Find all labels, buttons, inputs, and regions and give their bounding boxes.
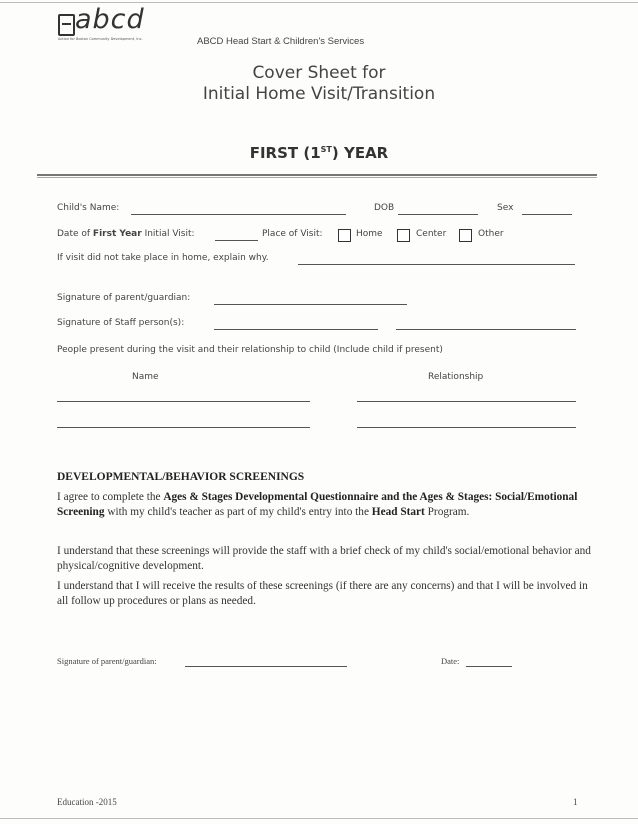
logo-icon bbox=[58, 14, 75, 36]
divider bbox=[37, 174, 597, 176]
logo-text: abcd bbox=[75, 4, 145, 35]
year-prefix: FIRST (1 bbox=[249, 144, 321, 162]
org-name: ABCD Head Start & Children's Services bbox=[197, 36, 365, 47]
screenings-paragraph-3: I understand that I will receive the results of these screenings (if there are any concerns) and that I will be involved in all follow up procedures or plans as needed. bbox=[57, 580, 588, 607]
center-label: Center bbox=[416, 229, 447, 239]
screening-date-field[interactable] bbox=[466, 666, 512, 667]
child-name-field[interactable] bbox=[131, 214, 346, 215]
date-visit-label bbox=[57, 229, 195, 239]
date-visit-bold: First Year bbox=[92, 229, 142, 239]
other-label: Other bbox=[478, 229, 504, 239]
p1-e: Program. bbox=[424, 505, 470, 518]
name-column-header: Name bbox=[132, 372, 159, 382]
person-name-field-2[interactable] bbox=[57, 427, 310, 428]
screenings-paragraph-2: I understand that these screenings will provide the staff with a brief check of my child's social/emotional behavior and physical/cognitive development. bbox=[57, 545, 591, 572]
staff-signature-label: Signature of Staff person(s): bbox=[57, 318, 185, 328]
parent-signature-label: Signature of parent/guardian: bbox=[57, 293, 191, 303]
screening-parent-signature-field[interactable] bbox=[185, 666, 347, 667]
p1-d: Head Start bbox=[371, 505, 425, 518]
screening-parent-signature-label: Signature of parent/guardian: bbox=[57, 656, 157, 666]
people-present-label: People present during the visit and their relationship to child (Include child if present) bbox=[57, 345, 443, 355]
staff-signature-field-2[interactable] bbox=[396, 329, 576, 330]
other-checkbox[interactable] bbox=[459, 229, 472, 242]
home-checkbox[interactable] bbox=[338, 229, 351, 242]
person-relationship-field-1[interactable] bbox=[357, 401, 576, 402]
year-title bbox=[0, 144, 638, 162]
dob-field[interactable] bbox=[398, 214, 478, 215]
p1-b: Ages & Stages Developmental Questionnaire and the Ages & Stages: Social/Emotional Screening bbox=[57, 491, 578, 518]
year-suffix: ) YEAR bbox=[331, 144, 389, 162]
page-edge bbox=[0, 818, 638, 819]
parent-signature-field[interactable] bbox=[214, 304, 407, 305]
person-relationship-field-2[interactable] bbox=[357, 427, 576, 428]
child-name-label: Child's Name: bbox=[57, 203, 120, 213]
date-visit-field[interactable] bbox=[215, 240, 258, 241]
sex-label: Sex bbox=[497, 203, 514, 213]
title-line-2: Initial Home Visit/Transition bbox=[202, 84, 436, 104]
p1-c: with my child's teacher as part of my child's entry into the bbox=[104, 505, 372, 518]
explain-label: If visit did not take place in home, explain why. bbox=[57, 253, 269, 263]
date-visit-suffix: Initial Visit: bbox=[141, 229, 195, 239]
divider bbox=[37, 177, 597, 178]
center-checkbox[interactable] bbox=[397, 229, 410, 242]
relationship-column-header: Relationship bbox=[428, 372, 484, 382]
dob-label: DOB bbox=[374, 203, 395, 213]
person-name-field-1[interactable] bbox=[57, 401, 310, 402]
p1-a: I agree to complete the bbox=[57, 491, 164, 503]
title-line-1: Cover Sheet for bbox=[252, 63, 386, 83]
screening-date-label: Date: bbox=[441, 656, 460, 666]
screenings-paragraph-1 bbox=[57, 490, 592, 519]
page-number: 1 bbox=[573, 797, 578, 807]
explain-field[interactable] bbox=[298, 264, 575, 265]
date-visit-prefix: Date of bbox=[57, 229, 93, 239]
abcd-logo bbox=[58, 4, 168, 42]
screenings-title: DEVELOPMENTAL/BEHAVIOR SCREENINGS bbox=[57, 471, 305, 483]
year-superscript: ST bbox=[320, 145, 332, 154]
page-edge bbox=[0, 2, 638, 3]
place-visit-label: Place of Visit: bbox=[262, 229, 323, 239]
footer-education: Education -2015 bbox=[57, 797, 117, 807]
logo-tagline: Action for Boston Community Development, Inc. bbox=[58, 37, 143, 41]
sex-field[interactable] bbox=[522, 214, 572, 215]
home-label: Home bbox=[356, 229, 383, 239]
staff-signature-field-1[interactable] bbox=[214, 329, 378, 330]
